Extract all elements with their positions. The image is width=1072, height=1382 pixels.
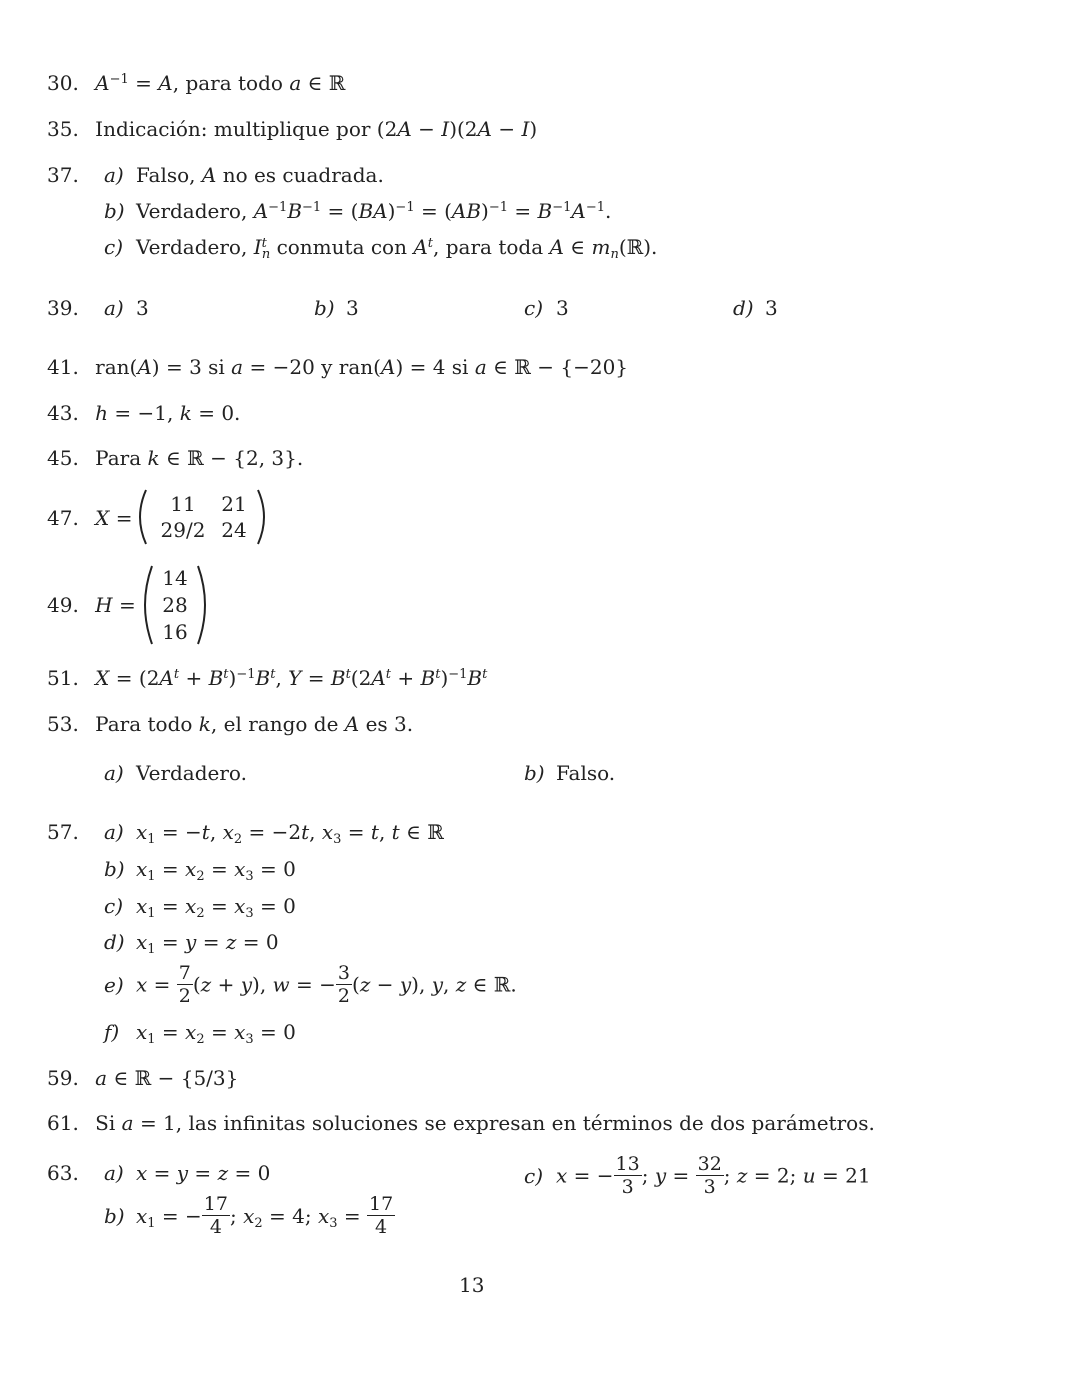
answer-51: 51. $X = (2A^t + B^t)^{-1}B^t$, $Y = B^t(2A^t + B^t)^{-1}B^t$: [47, 666, 488, 690]
answer-57c: c) $x_1 = x_2 = x_3 = 0$: [104, 894, 296, 921]
answer-63b: b) $x_1$ = − $\frac{17}{4}$ ; $x_2 = 4$; $x_3$ = $\frac{17}{4}$: [104, 1193, 394, 1238]
left-paren: [140, 490, 146, 544]
answer-37a: a) Falso, A no es cuadrada.: [104, 163, 384, 187]
answer-57a: a) $x_1 = -t$, $x_2 = -2t$, $x_3 = t$, t ∈ ℝ: [104, 820, 444, 847]
fraction: $\frac{7}{2}$: [178, 962, 191, 1007]
matrix-cell: 24: [221, 518, 247, 542]
answer-57e: e) x = $\frac{7}{2}$ (z + y), w = − $\frac{3}{2}$ (z − y), y, z ∈ ℝ.: [104, 962, 517, 1007]
answer-57b: b) $x_1 = x_2 = x_3 = 0$: [104, 857, 296, 884]
answer-41: 41. ran(A) = 3 si a = −20 y ran(A) = 4 si a ∈ ℝ − {−20}: [47, 355, 629, 379]
matrix-h-49: [138, 563, 214, 647]
answer-61: 61. Si a = 1, las infinitas soluciones se expresan en términos de dos parámetros.: [47, 1111, 875, 1135]
answer-57f: f) $x_1 = x_2 = x_3 = 0$: [104, 1020, 296, 1047]
matrix-cell: 11: [170, 492, 196, 516]
answer-39b: b) 3: [314, 296, 359, 320]
matrix-cell: 28: [162, 593, 188, 617]
answer-53a: a) Verdadero.: [104, 761, 247, 785]
answer-37b: b) Verdadero, $A^{-1}B^{-1} = (BA)^{-1} = (AB)^{-1} = B^{-1}A^{-1}$.: [104, 199, 612, 223]
fraction: $\frac{32}{3}$: [697, 1153, 722, 1198]
fraction: $\frac{13}{3}$: [615, 1153, 640, 1198]
answer-39c: c) 3: [524, 296, 569, 320]
answer-57d: d) $x_1 = y = z = 0$: [104, 930, 279, 957]
answer-39d: d) 3: [733, 296, 778, 320]
right-paren: [258, 490, 264, 544]
matrix-cell: 16: [162, 620, 188, 644]
matrix-cell: 21: [221, 492, 247, 516]
fraction: $\frac{17}{4}$: [203, 1193, 228, 1238]
fraction: $\frac{3}{2}$: [337, 962, 350, 1007]
answer-45: 45. Para k ∈ ℝ − {2, 3}.: [47, 446, 304, 470]
answer-35: 35. Indicación: multiplique por (2A − I)(2A − I): [47, 117, 538, 141]
fraction: $\frac{17}{4}$: [369, 1193, 394, 1238]
answer-63-number: 63.: [47, 1161, 79, 1185]
right-paren: [198, 566, 205, 644]
left-paren: [145, 566, 152, 644]
answer-43: 43. h = −1, k = 0.: [47, 401, 241, 425]
matrix-x-47: [134, 487, 274, 547]
answer-49: 49. H =: [47, 593, 136, 617]
answer-47: 47. X =: [47, 506, 133, 530]
answer-63a: a) x = y = z = 0: [104, 1161, 271, 1185]
matrix-cell: 29/2: [160, 518, 206, 542]
answer-30: 30. $A^{-1} = A$, para todo a ∈ ℝ: [47, 71, 346, 95]
page-number: 13: [459, 1273, 485, 1297]
answer-37-number: 37.: [47, 163, 79, 187]
answer-53b: b) Falso.: [524, 761, 616, 785]
answer-37c: c) Verdadero, $I^t_n$ conmuta con $A^t$, para toda A ∈ $m_n(ℝ)$.: [104, 235, 658, 262]
answer-39-number: 39.: [47, 296, 79, 320]
answer-63c: c) x = − $\frac{13}{3}$ ; y = $\frac{32}{3}$ ; z = 2; u = 21: [524, 1153, 871, 1198]
answer-59: 59. a ∈ ℝ − {5/3}: [47, 1066, 239, 1090]
answer-39a: a) 3: [104, 296, 149, 320]
answer-57-number: 57.: [47, 820, 79, 844]
matrix-cell: 14: [162, 566, 188, 590]
answer-53: 53. Para todo k, el rango de A es 3.: [47, 712, 414, 736]
